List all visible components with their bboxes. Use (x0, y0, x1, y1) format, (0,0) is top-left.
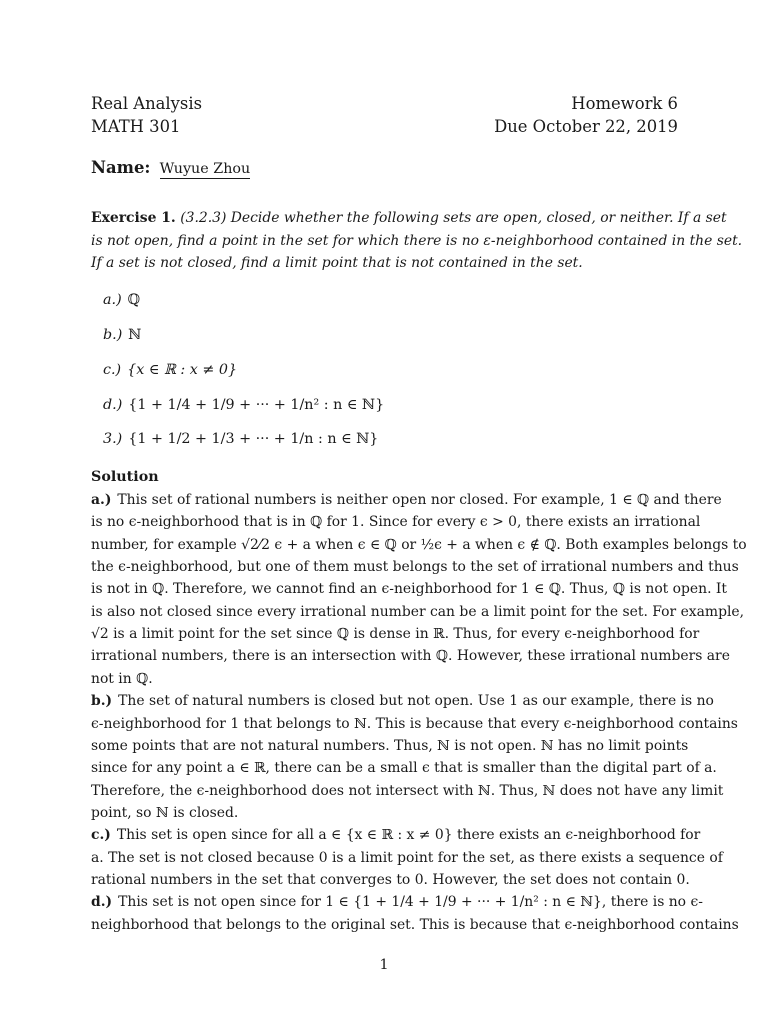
solution-line (91, 492, 722, 508)
solution-line (91, 737, 689, 754)
solution-line (91, 894, 703, 911)
due-date: Due October 22, 2019 (494, 117, 678, 136)
solution-text: point, so ℕ is closed. (91, 804, 239, 821)
exercise-line-3: If a set is not closed, find a limit point that is not contained in the set. (91, 255, 583, 271)
solution-text: √2 is a limit point for the set since ℚ is dense in ℝ. Thus, for every ϵ-neighborhood for (91, 626, 700, 643)
solution-part-label: a.) (91, 492, 112, 508)
solution-line (91, 581, 727, 598)
item-label: c.) (103, 362, 122, 378)
list-item (103, 292, 140, 308)
solution-text: not in ℚ. (91, 670, 153, 687)
list-item (103, 327, 141, 343)
solution-text: This set of rational numbers is neither open nor closed. For example, 1 ∈ ℚ and there (117, 492, 722, 508)
item-text: ℚ (127, 292, 141, 308)
solution-line (91, 916, 739, 933)
solution-line (91, 603, 745, 620)
solution-text: neighborhood that belongs to the original set. This is because that ϵ-neighborhood contains (91, 916, 739, 933)
solution-heading: Solution (91, 469, 159, 485)
name-value: Wuyue Zhou (159, 161, 251, 177)
solution-text: a. The set is not closed because 0 is a limit point for the set, as there exists a sequence of (91, 849, 723, 866)
solution-line (91, 693, 714, 710)
item-label: 3.) (103, 431, 123, 447)
solution-text: ϵ-neighborhood for 1 that belongs to ℕ. This is because that every ϵ-neighborhood contains (91, 715, 738, 732)
exercise-text: (3.2.3) Decide whether the following sets are open, closed, or neither. If a set (180, 210, 727, 226)
solution-line (91, 715, 738, 732)
solution-line (91, 514, 701, 531)
course-code: MATH 301 (91, 117, 181, 136)
solution-part-label: c.) (91, 827, 111, 844)
solution-text: This set is not open since for 1 ∈ {1 + 1/4 + 1/9 + ··· + 1/n² : n ∈ ℕ}, there is no ϵ- (118, 894, 703, 911)
course-title: Real Analysis (91, 94, 202, 113)
solution-text: Therefore, the ϵ-neighborhood does not intersect with ℕ. Thus, ℕ does not have any limit (91, 782, 724, 799)
item-label: d.) (103, 397, 123, 413)
list-item (103, 362, 237, 378)
solution-text: since for any point a ∈ ℝ, there can be a small ϵ that is smaller than the digital part of a. (91, 760, 717, 777)
list-item (103, 397, 384, 413)
name-row (91, 158, 250, 177)
solution-line (91, 559, 739, 576)
name-label: Name: (91, 158, 151, 177)
item-label: a.) (103, 292, 122, 308)
solution-line (91, 626, 700, 643)
solution-line (91, 760, 717, 777)
exercise-label: Exercise 1. (91, 210, 176, 226)
item-text: {x ∈ ℝ : x ≠ 0} (127, 362, 238, 378)
solution-line (91, 671, 678, 687)
solution-part-label: b.) (91, 693, 113, 710)
solution-text: some points that are not natural numbers. Thus, ℕ is not open. ℕ has no limit points (91, 737, 689, 754)
item-text: ℕ (128, 327, 142, 343)
solution-line (91, 805, 678, 821)
item-label: b.) (103, 327, 123, 343)
solution-text: number, for example √2⁄2 ϵ + a when ϵ ∈ ℚ or ½ϵ + a when ϵ ∉ ℚ. Both examples belongs to (91, 536, 747, 553)
solution-text: irrational numbers, there is an intersection with ℚ. However, these irrational numbers are (91, 648, 730, 665)
item-text: {1 + 1/4 + 1/9 + ··· + 1/n² : n ∈ ℕ} (128, 397, 385, 413)
solution-text: is no ϵ-neighborhood that is in ℚ for 1. Since for every ϵ > 0, there exists an irrational (91, 514, 701, 531)
page-number: 1 (379, 957, 389, 973)
solution-line (91, 782, 724, 799)
item-text: {1 + 1/2 + 1/3 + ··· + 1/n : n ∈ ℕ} (128, 431, 379, 447)
solution-line (91, 536, 747, 553)
solution-text: This set is open since for all a ∈ {x ∈ ℝ : x ≠ 0} there exists an ϵ-neighborhood for (116, 827, 701, 844)
solution-part-label: d.) (91, 894, 113, 911)
solution-line (91, 648, 730, 665)
solution-text: is also not closed since every irrational number can be a limit point for the set. For example, (91, 603, 745, 620)
solution-text: the ϵ-neighborhood, but one of them must belongs to the set of irrational numbers and thus (91, 559, 739, 576)
solution-text: is not in ℚ. Therefore, we cannot find an ϵ-neighborhood for 1 ∈ ℚ. Thus, ℚ is not open. It (91, 581, 727, 598)
solution-line (91, 849, 723, 866)
solution-text: rational numbers in the set that converges to 0. However, the set does not contain 0. (91, 871, 690, 888)
exercise-line-1 (91, 210, 727, 226)
list-item (103, 431, 378, 447)
homework-title: Homework 6 (571, 94, 678, 113)
solution-line (91, 827, 701, 844)
exercise-line-2: is not open, find a point in the set for which there is no ε-neighborhood contained in the set. (91, 233, 743, 249)
solution-line (91, 871, 690, 888)
solution-text: The set of natural numbers is closed but not open. Use 1 as our example, there is no (118, 693, 714, 710)
